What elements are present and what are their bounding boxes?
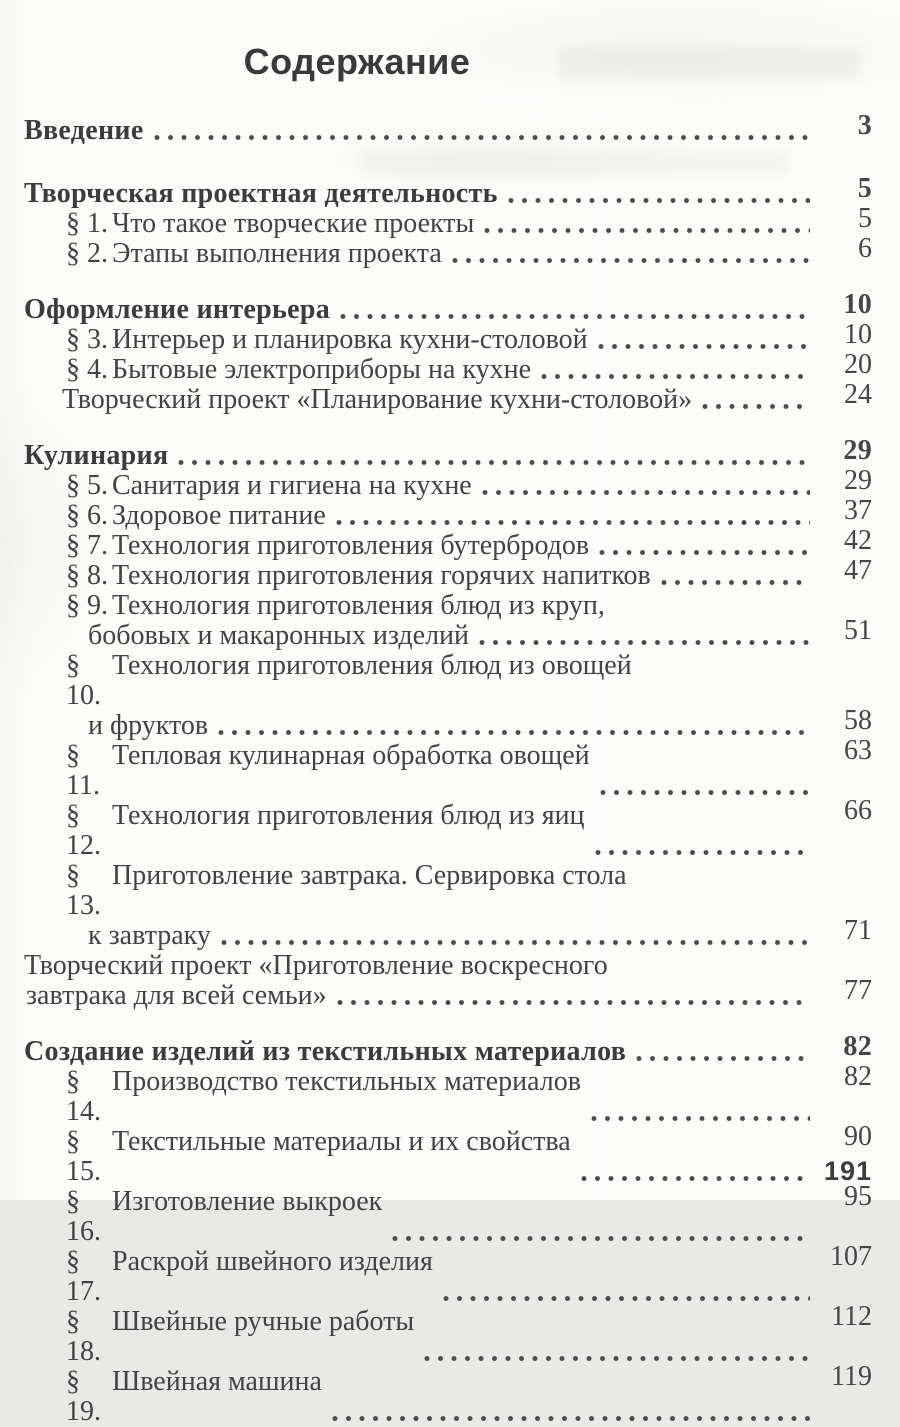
toc-page-number: 58 — [844, 705, 872, 736]
toc-page-number: 42 — [844, 525, 872, 556]
toc-page-number: 29 — [843, 435, 872, 466]
dot-leader — [484, 227, 810, 234]
paragraph-label: § 14. — [66, 1066, 101, 1127]
toc-entry-text: Введение — [24, 115, 144, 146]
paragraph-label: § 15. — [66, 1126, 101, 1187]
toc-entry-text: Творческая проектная деятельность — [24, 178, 498, 209]
paragraph-label: § 2. — [66, 238, 108, 269]
toc-entry-text: Швейная машина — [112, 1366, 322, 1397]
dot-leader — [424, 1355, 810, 1362]
toc-page-number: 37 — [844, 495, 872, 526]
dot-leader — [336, 519, 810, 526]
toc-item-15 — [24, 1121, 872, 1187]
paragraph-label: § 12. — [66, 800, 101, 861]
toc-entry-text: Санитария и гигиена на кухне — [112, 470, 472, 501]
toc-item-18 — [24, 1301, 872, 1367]
toc-entry-text: Интерьер и планировка кухни-столовой — [112, 324, 588, 355]
toc-item-13-line2 — [24, 915, 872, 951]
dot-leader — [591, 1115, 810, 1122]
dot-leader — [218, 729, 810, 736]
toc-entry-text: Творческий проект «Планирование кухни-столовой» — [62, 384, 693, 415]
dot-leader — [452, 257, 810, 264]
dot-leader — [337, 999, 810, 1006]
toc-entry-text: Оформление интерьера — [24, 294, 331, 325]
toc-page-number: 107 — [830, 1241, 872, 1272]
toc-entry-text: завтрака для всей семьи» — [26, 980, 327, 1011]
dot-leader — [595, 849, 810, 856]
toc-entry-text: Технология приготовления блюд из овощей — [112, 650, 632, 681]
toc-entry-text: Производство текстильных материалов — [112, 1066, 581, 1097]
toc-page-number: 20 — [844, 349, 872, 380]
paragraph-label: § 11. — [66, 740, 100, 801]
toc-item-1 — [24, 203, 872, 239]
toc-project-zavtrak-line2 — [24, 975, 872, 1011]
paragraph-label: § 4. — [66, 354, 108, 385]
toc-entry-text: Технология приготовления блюд из круп, — [112, 590, 605, 621]
toc-item-4 — [24, 349, 872, 385]
page-title: Содержание — [243, 41, 471, 82]
dot-leader — [178, 459, 810, 466]
toc-item-7 — [24, 525, 872, 561]
paragraph-label: § 9. — [66, 590, 108, 621]
dot-leader — [581, 1175, 810, 1182]
ink-bleedthrough-artifact — [560, 48, 860, 78]
toc-entry-text: Кулинария — [24, 440, 169, 471]
toc-page-number: 82 — [843, 1031, 872, 1062]
toc-page-number: 10 — [843, 289, 872, 320]
paragraph-label: § 13. — [66, 860, 101, 921]
toc-item-10-line2 — [24, 705, 872, 741]
dot-leader — [479, 639, 810, 646]
toc-section-interior — [24, 289, 872, 325]
toc-item-8 — [24, 555, 872, 591]
paragraph-label: § 7. — [66, 530, 108, 561]
toc-page-number: 95 — [844, 1181, 872, 1212]
toc-item-6 — [24, 495, 872, 531]
toc-page-number: 51 — [844, 615, 872, 646]
toc-entry-text: Швейные ручные работы — [112, 1306, 415, 1337]
toc-entry-text: бобовых и макаронных изделий — [88, 620, 470, 651]
toc-entry-text: Текстильные материалы и их свойства — [112, 1126, 571, 1157]
toc-page-number: 6 — [858, 233, 872, 264]
toc-page-number: 119 — [831, 1361, 872, 1392]
toc-item-3 — [24, 319, 872, 355]
toc-item-12 — [24, 795, 872, 861]
dot-leader — [661, 579, 810, 586]
toc-page-number: 90 — [844, 1121, 872, 1152]
dot-leader — [332, 1415, 810, 1422]
toc-entry-text: Творческий проект «Приготовление воскресного — [24, 950, 608, 981]
toc-entry-text: к завтраку — [88, 920, 211, 951]
toc-section-vvedenie — [24, 110, 872, 146]
toc-entry-text: Изготовление выкроек — [112, 1186, 383, 1217]
paragraph-label: § 6. — [66, 500, 108, 531]
toc-entry-text: Тепловая кулинарная обработка овощей — [112, 740, 590, 771]
toc-entry-text: Технология приготовления бутербродов — [112, 530, 590, 561]
toc-page-number: 10 — [844, 319, 872, 350]
toc-item-5 — [24, 465, 872, 501]
paragraph-label: § 5. — [66, 470, 108, 501]
dot-leader — [340, 313, 810, 320]
toc-page-number: 77 — [844, 975, 872, 1006]
dot-leader — [702, 403, 810, 410]
toc-page-number: 3 — [857, 110, 872, 141]
toc-item-9-line1 — [24, 591, 872, 621]
folio-page-number: 191 — [823, 1156, 872, 1186]
toc-page-number: 29 — [844, 465, 872, 496]
toc-entry-text: Приготовление завтрака. Сервировка стола — [112, 860, 627, 891]
toc-entry-text: и фруктов — [88, 710, 209, 741]
toc-page-number: 5 — [857, 173, 872, 204]
dot-leader — [636, 1055, 810, 1062]
toc-entry-text: Что такое творческие проекты — [112, 208, 475, 239]
table-of-contents — [0, 82, 900, 1427]
toc-project-zavtrak-line1 — [24, 951, 872, 981]
ink-bleedthrough-artifact — [360, 150, 790, 176]
toc-entry-text: Этапы выполнения проекта — [112, 238, 442, 269]
toc-entry-text: Создание изделий из текстильных материалов — [24, 1036, 627, 1067]
toc-item-10-line1 — [24, 651, 872, 711]
paragraph-label: § 10. — [66, 650, 101, 711]
toc-item-17 — [24, 1241, 872, 1307]
paragraph-label: § 8. — [66, 560, 108, 591]
toc-section-tekstil — [24, 1031, 872, 1067]
toc-entry-text: Здоровое питание — [112, 500, 326, 531]
toc-item-16 — [24, 1181, 872, 1247]
toc-entry-text: Технология приготовления горячих напитков — [112, 560, 651, 591]
dot-leader — [508, 197, 810, 204]
dot-leader — [600, 789, 810, 796]
toc-entry-text: Бытовые электроприборы на кухне — [112, 354, 532, 385]
dot-leader — [599, 549, 810, 556]
toc-item-13-line1 — [24, 861, 872, 921]
toc-entry-text: Технология приготовления блюд из яиц — [112, 800, 585, 831]
dot-leader — [392, 1235, 810, 1242]
dot-leader — [443, 1295, 810, 1302]
dot-leader — [482, 489, 810, 496]
dot-leader — [221, 939, 810, 946]
toc-item-9-line2 — [24, 615, 872, 651]
toc-item-2 — [24, 233, 872, 269]
dot-leader — [541, 373, 810, 380]
dot-leader — [154, 134, 810, 141]
toc-page-number: 47 — [844, 555, 872, 586]
toc-item-11 — [24, 735, 872, 801]
paragraph-label: § 16. — [66, 1186, 101, 1247]
paragraph-label: § 17. — [66, 1246, 101, 1307]
toc-entry-text: Раскрой швейного изделия — [112, 1246, 433, 1277]
paragraph-label: § 1. — [66, 208, 108, 239]
dot-leader — [598, 343, 810, 350]
toc-page-number: 112 — [831, 1301, 872, 1332]
toc-item-19 — [24, 1361, 872, 1427]
toc-project-planirovanie — [24, 379, 872, 415]
toc-page-number: 71 — [844, 915, 872, 946]
toc-page-number: 5 — [858, 203, 872, 234]
toc-item-14 — [24, 1061, 872, 1127]
toc-section-proektnaya-deyatelnost — [24, 173, 872, 209]
toc-page-number: 63 — [844, 735, 872, 766]
paragraph-label: § 3. — [66, 324, 108, 355]
toc-page-number: 82 — [844, 1061, 872, 1092]
toc-page-number: 24 — [844, 379, 872, 410]
toc-page-number: 66 — [844, 795, 872, 826]
paragraph-label: § 19. — [66, 1366, 101, 1427]
paragraph-label: § 18. — [66, 1306, 101, 1367]
toc-section-kulinariya — [24, 435, 872, 471]
